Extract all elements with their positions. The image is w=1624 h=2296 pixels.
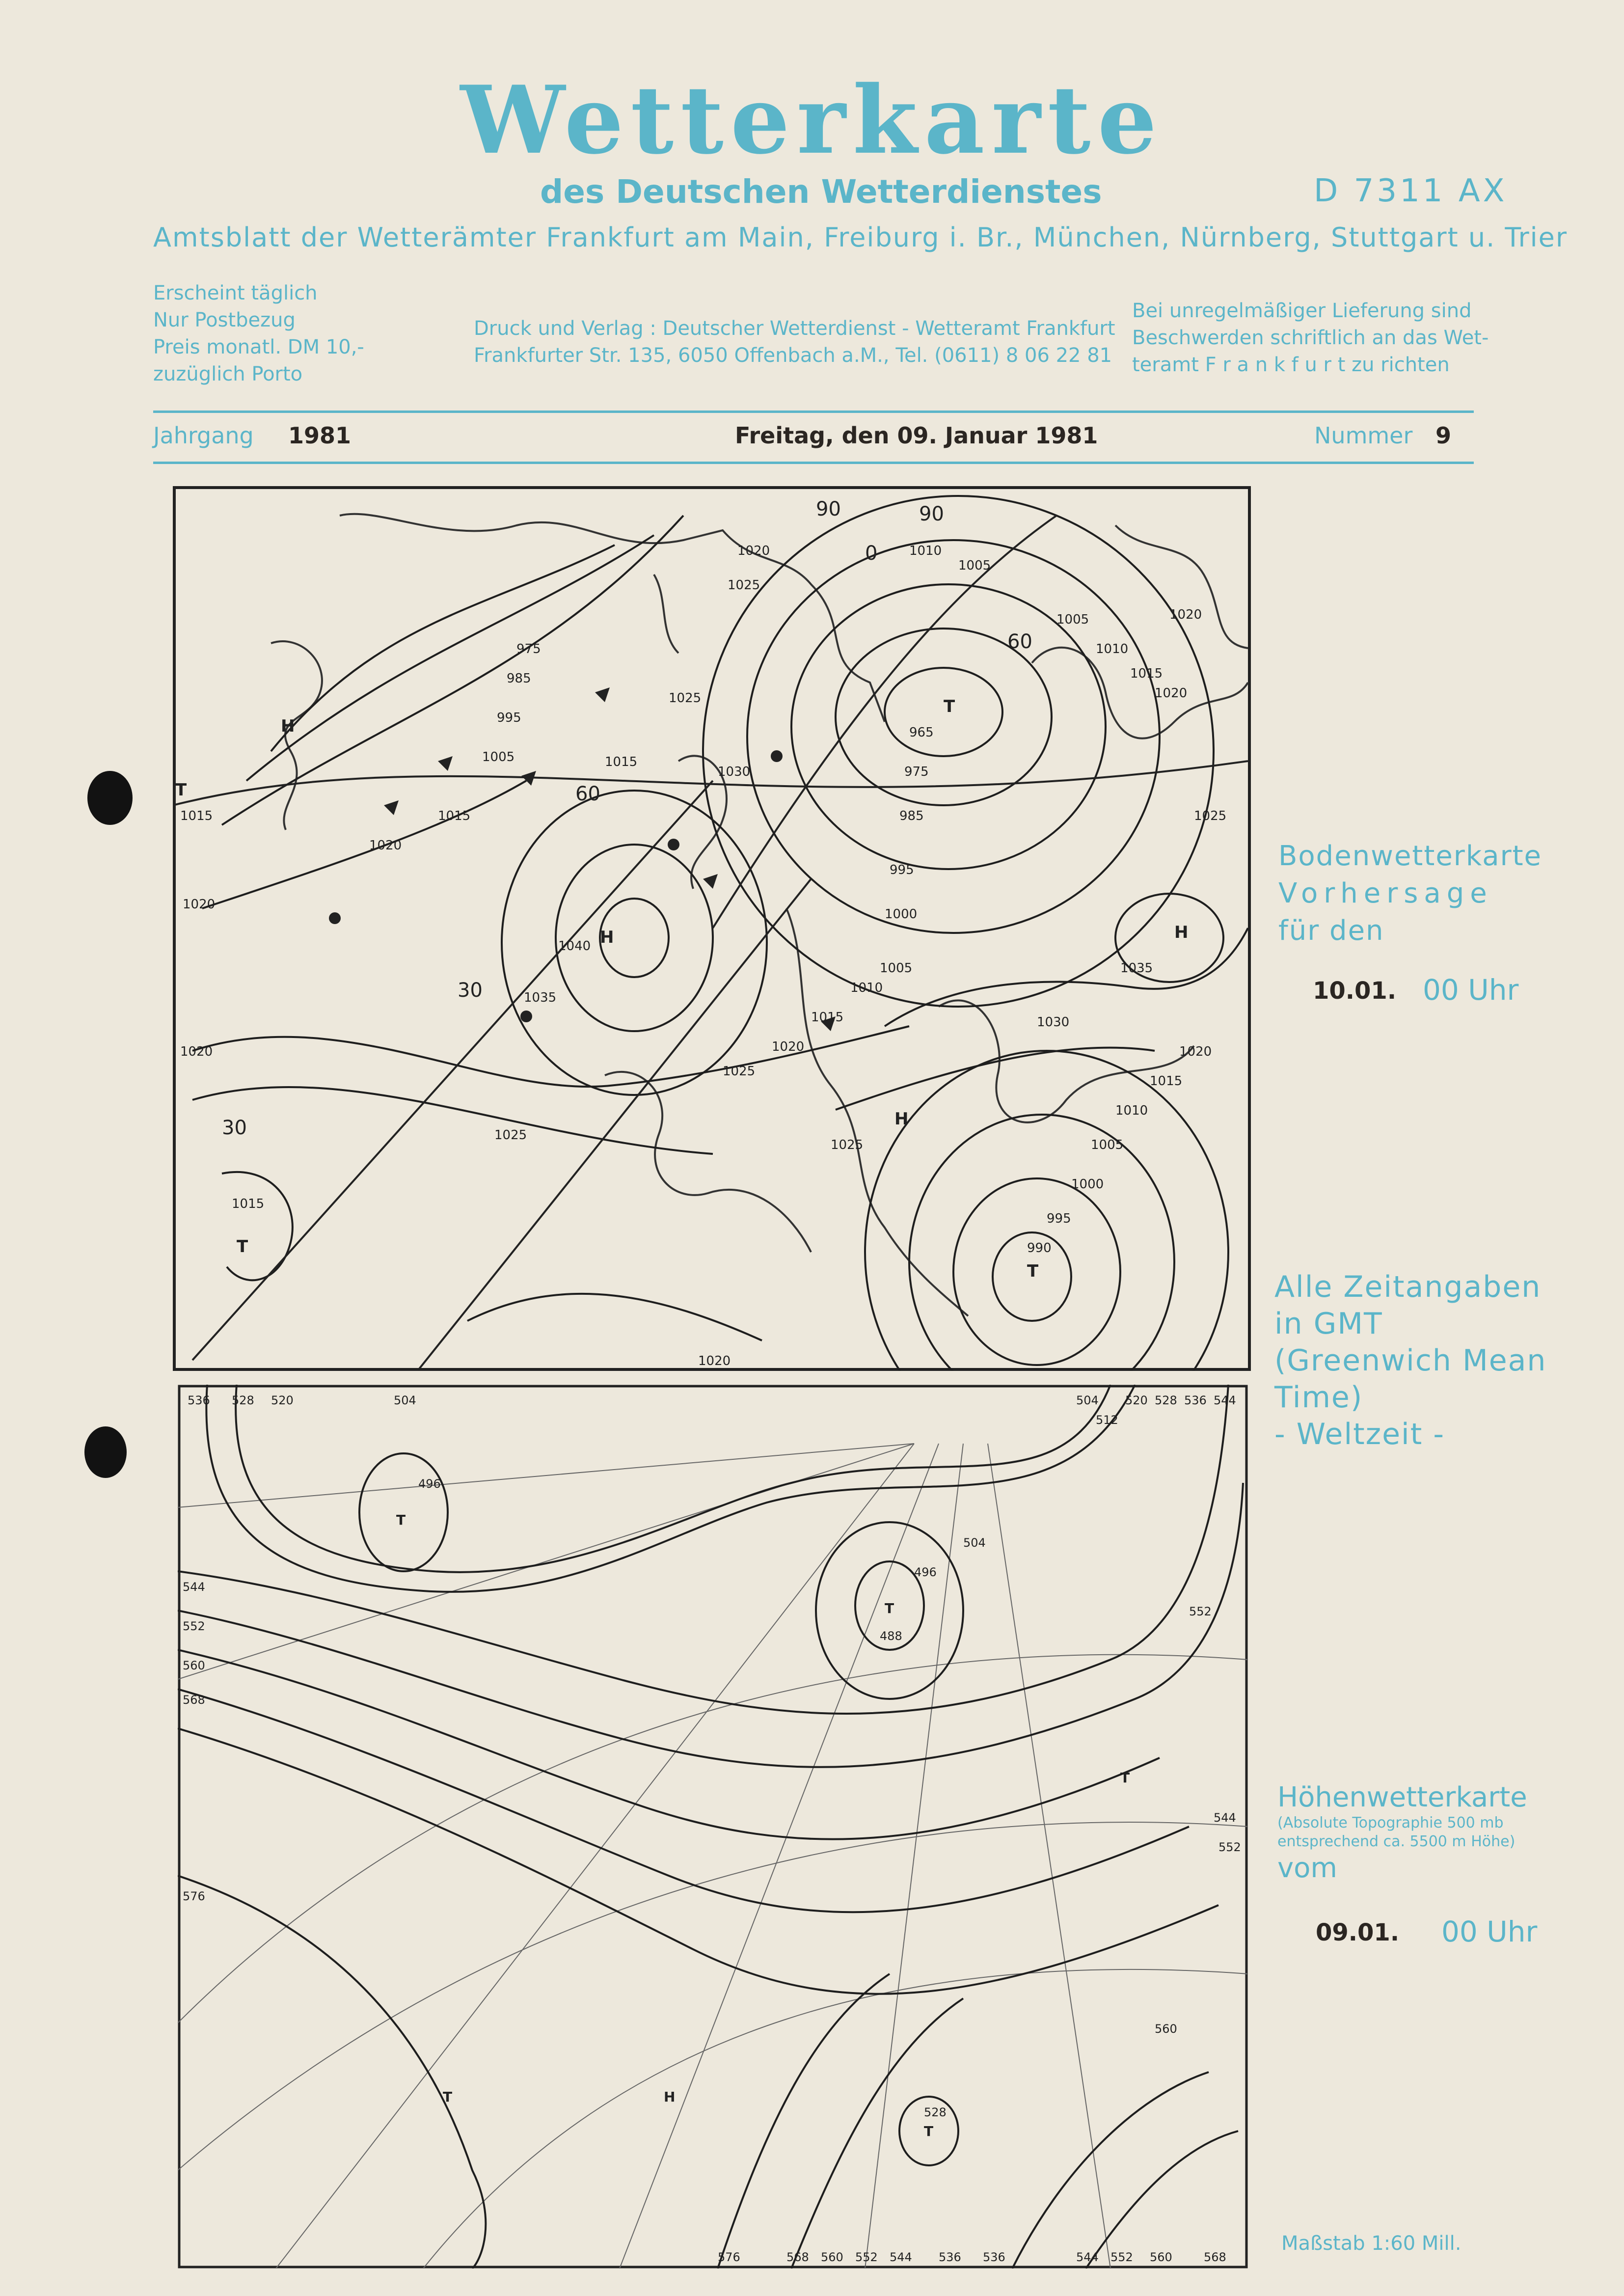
contour-labels-inner bbox=[418, 1477, 986, 2119]
low-center: T bbox=[944, 697, 955, 716]
contour-label: 552 bbox=[1110, 2250, 1133, 2264]
isobar-label: 1005 bbox=[958, 558, 991, 573]
low-center: T bbox=[1120, 1770, 1130, 1786]
contour-label: 536 bbox=[188, 1394, 210, 1407]
label-line: Bodenwetterkarte bbox=[1278, 840, 1543, 872]
isobar-label: 975 bbox=[516, 642, 541, 656]
isobar-label: 1005 bbox=[1091, 1138, 1124, 1152]
map-scale: Maßstab 1:60 Mill. bbox=[1281, 2232, 1462, 2255]
contour-label: 560 bbox=[183, 1659, 205, 1672]
isobar-label: 985 bbox=[899, 809, 924, 823]
label-line: vom bbox=[1277, 1852, 1337, 1884]
low-center: T bbox=[237, 1237, 248, 1257]
low-center: T bbox=[924, 2123, 934, 2139]
contour-label: 552 bbox=[1218, 1840, 1241, 1854]
isobar-label: 1040 bbox=[558, 939, 591, 954]
isobar-label: 985 bbox=[507, 671, 531, 686]
isobar-label: 1020 bbox=[698, 1354, 731, 1368]
high-center: H bbox=[1174, 923, 1189, 942]
isobar-label: 1020 bbox=[180, 1044, 213, 1059]
low-center: T bbox=[1027, 1261, 1039, 1281]
contour-label: 504 bbox=[394, 1394, 416, 1407]
contour-labels-bottom bbox=[718, 2250, 1226, 2264]
grid-lines bbox=[173, 516, 1248, 1370]
contour-label: 496 bbox=[914, 1565, 937, 1579]
contour-label: 568 bbox=[183, 1693, 205, 1707]
contour-label: 536 bbox=[983, 2250, 1005, 2264]
isobar-label: 1025 bbox=[1194, 809, 1227, 823]
contour-label: 504 bbox=[963, 1536, 986, 1550]
issue-date: Freitag, den 09. Januar 1981 bbox=[735, 422, 1098, 449]
contour-label: 568 bbox=[786, 2250, 809, 2264]
note-line: Bei unregelmäßiger Lieferung sind bbox=[1132, 300, 1472, 322]
isobar-label: 1035 bbox=[524, 990, 557, 1005]
contour-label: 560 bbox=[1150, 2250, 1172, 2264]
isobar-label: 1015 bbox=[605, 755, 638, 769]
contour-label: 552 bbox=[855, 2250, 878, 2264]
isobar-label: 1020 bbox=[1155, 686, 1188, 701]
contour-label: 576 bbox=[183, 1889, 205, 1903]
contour-label: 528 bbox=[924, 2105, 947, 2119]
contour-label: 520 bbox=[271, 1394, 294, 1407]
isobar-label: 995 bbox=[1047, 1211, 1071, 1226]
isobar-label: 1010 bbox=[1115, 1103, 1148, 1118]
isobar-label: 1010 bbox=[909, 544, 942, 558]
note-line: Time) bbox=[1274, 1380, 1363, 1415]
isobar-label: 1025 bbox=[723, 1064, 756, 1079]
isobar-label: 1005 bbox=[482, 750, 515, 765]
contour-label: 512 bbox=[1096, 1413, 1118, 1427]
header-rule-top bbox=[153, 410, 1474, 413]
newspaper-subtitle: des Deutschen Wetterdienstes bbox=[540, 173, 1102, 211]
isobar-label: 1000 bbox=[1071, 1177, 1104, 1192]
note-line: Alle Zeitangaben bbox=[1274, 1270, 1542, 1304]
contour-label: 528 bbox=[1155, 1394, 1177, 1407]
contour-label: 560 bbox=[821, 2250, 843, 2264]
contour-label: 544 bbox=[183, 1580, 205, 1594]
front-symbols bbox=[329, 687, 836, 1031]
isobar-label: 1020 bbox=[772, 1039, 805, 1054]
note-line: (Greenwich Mean bbox=[1274, 1343, 1547, 1378]
number-label: Nummer bbox=[1314, 422, 1413, 449]
contour-label: 568 bbox=[1204, 2250, 1226, 2264]
timezone-note bbox=[1274, 1269, 1546, 1453]
label-line-small: (Absolute Topographie 500 mb bbox=[1277, 1814, 1504, 1831]
isobar-label: 1010 bbox=[1096, 642, 1129, 656]
grid-label: 30 bbox=[222, 1117, 247, 1139]
header-rule-bottom bbox=[153, 462, 1474, 464]
isobar-label: 1000 bbox=[885, 907, 918, 922]
isobar-label: 1035 bbox=[1120, 961, 1153, 976]
contour-label: 520 bbox=[1125, 1394, 1148, 1407]
isobar-label: 1020 bbox=[1169, 607, 1202, 622]
grid-label: 60 bbox=[575, 783, 600, 805]
isobar-label: 1025 bbox=[669, 691, 702, 706]
contour-label: 552 bbox=[183, 1619, 205, 1633]
isobar-label: 1015 bbox=[1150, 1074, 1183, 1089]
note-line: - Weltzeit - bbox=[1274, 1417, 1445, 1451]
contour-label: 544 bbox=[1214, 1811, 1236, 1825]
grid-label: 30 bbox=[458, 979, 483, 1002]
grid-arcs bbox=[178, 1444, 1248, 2269]
note-line: Nur Postbezug bbox=[153, 309, 296, 331]
contour-label: 552 bbox=[1189, 1605, 1212, 1618]
grid-label: 0 bbox=[865, 542, 878, 565]
contour-label: 544 bbox=[1076, 2250, 1099, 2264]
isobar-label: 995 bbox=[890, 863, 914, 877]
punch-hole bbox=[87, 771, 133, 825]
isobar-label: 965 bbox=[909, 725, 934, 740]
surface-map-date: 10.01. bbox=[1313, 977, 1397, 1005]
isobar-label: 1025 bbox=[494, 1128, 527, 1143]
number-value: 9 bbox=[1435, 422, 1452, 449]
isobar-label: 990 bbox=[1027, 1241, 1052, 1256]
contour-label: 488 bbox=[880, 1629, 902, 1643]
low-center: T bbox=[396, 1512, 406, 1528]
high-center: H bbox=[281, 716, 295, 736]
note-line: Erscheint täglich bbox=[153, 282, 318, 304]
contour-label: 544 bbox=[890, 2250, 912, 2264]
year-label: Jahrgang bbox=[153, 422, 254, 449]
isobar-label: 1020 bbox=[1179, 1044, 1212, 1059]
label-line: für den bbox=[1278, 915, 1384, 947]
contour-labels-left bbox=[183, 1580, 205, 1903]
contour-label: 536 bbox=[1184, 1394, 1207, 1407]
upper-map-label bbox=[1277, 1781, 1527, 1886]
postal-code: D 7311 AX bbox=[1314, 173, 1508, 209]
isobar-labels bbox=[180, 544, 1226, 1368]
punch-hole bbox=[84, 1426, 127, 1478]
isobar-label: 1025 bbox=[831, 1138, 864, 1152]
publisher-notes bbox=[474, 315, 1115, 369]
label-line: Vorhersage bbox=[1278, 877, 1493, 909]
note-line: Beschwerden schriftlich an das Wet- bbox=[1132, 327, 1489, 349]
isobar-label: 1030 bbox=[718, 765, 751, 779]
contour-label: 536 bbox=[939, 2250, 961, 2264]
contour-label: 544 bbox=[1214, 1394, 1236, 1407]
low-center: T bbox=[443, 2089, 453, 2105]
grid-label: 90 bbox=[816, 498, 841, 520]
surface-map-time: 00 Uhr bbox=[1423, 973, 1519, 1007]
label-line: Höhenwetterkarte bbox=[1277, 1781, 1527, 1813]
complaint-notes bbox=[1132, 298, 1489, 379]
note-line: zuzüglich Porto bbox=[153, 363, 303, 385]
grid-label: 90 bbox=[919, 503, 944, 525]
issue-row bbox=[153, 422, 1474, 452]
surface-weather-map bbox=[173, 486, 1251, 1371]
low-center: T bbox=[885, 1600, 894, 1616]
isobar-label: 1010 bbox=[850, 981, 883, 995]
isobar-label: 1020 bbox=[183, 897, 216, 912]
isobar-lines bbox=[192, 496, 1248, 1371]
coastlines bbox=[271, 514, 1248, 1316]
high-center: H bbox=[894, 1109, 909, 1129]
note-line: teramt F r a n k f u r t zu richten bbox=[1132, 354, 1450, 376]
isobar-label: 1025 bbox=[728, 578, 760, 593]
newspaper-title: Wetterkarte bbox=[460, 65, 1164, 175]
contour-label: 496 bbox=[418, 1477, 441, 1491]
contour-label: 504 bbox=[1076, 1394, 1099, 1407]
surface-map-label bbox=[1278, 838, 1542, 950]
grid-label: 60 bbox=[1007, 630, 1032, 653]
note-line: Preis monatl. DM 10,- bbox=[153, 336, 364, 358]
isobar-label: 1015 bbox=[232, 1197, 265, 1211]
low-center: T bbox=[175, 780, 187, 800]
contour-lines bbox=[178, 1385, 1243, 2269]
isobar-label: 1020 bbox=[737, 544, 770, 558]
isobar-label: 995 bbox=[497, 711, 521, 725]
isobar-label: 1015 bbox=[1130, 666, 1163, 681]
isobar-label: 1015 bbox=[438, 809, 471, 823]
isobar-label: 1015 bbox=[811, 1010, 844, 1025]
contour-label: 576 bbox=[718, 2250, 740, 2264]
isobar-label: 975 bbox=[904, 765, 929, 779]
contour-labels-top bbox=[188, 1394, 1236, 1427]
upper-map-date: 09.01. bbox=[1316, 1919, 1400, 1946]
high-center: H bbox=[664, 2089, 676, 2105]
upper-map-time: 00 Uhr bbox=[1441, 1915, 1538, 1948]
isobar-label: 1015 bbox=[180, 809, 213, 823]
isobar-label: 1005 bbox=[1056, 612, 1089, 627]
contour-label: 560 bbox=[1155, 2022, 1177, 2036]
isobar-label: 1030 bbox=[1037, 1015, 1070, 1030]
note-line: Druck und Verlag : Deutscher Wetterdienst - Wetteramt Frankfurt bbox=[474, 317, 1115, 340]
label-line-small: entsprechend ca. 5500 m Höhe) bbox=[1277, 1833, 1516, 1850]
contour-label: 528 bbox=[232, 1394, 254, 1407]
year-value: 1981 bbox=[288, 422, 352, 449]
official-gazette-line: Amtsblatt der Wetterämter Frankfurt am Main, Freiburg i. Br., München, Nürnberg, Stuttgart u. Trier bbox=[153, 222, 1568, 253]
note-line: Frankfurter Str. 135, 6050 Offenbach a.M., Tel. (0611) 8 06 22 81 bbox=[474, 344, 1112, 367]
upper-air-map bbox=[178, 1385, 1248, 2269]
subscription-notes bbox=[153, 280, 364, 388]
note-line: in GMT bbox=[1274, 1307, 1383, 1341]
high-center: H bbox=[600, 928, 614, 947]
isobar-label: 1005 bbox=[880, 961, 913, 976]
isobar-label: 1020 bbox=[369, 838, 402, 853]
